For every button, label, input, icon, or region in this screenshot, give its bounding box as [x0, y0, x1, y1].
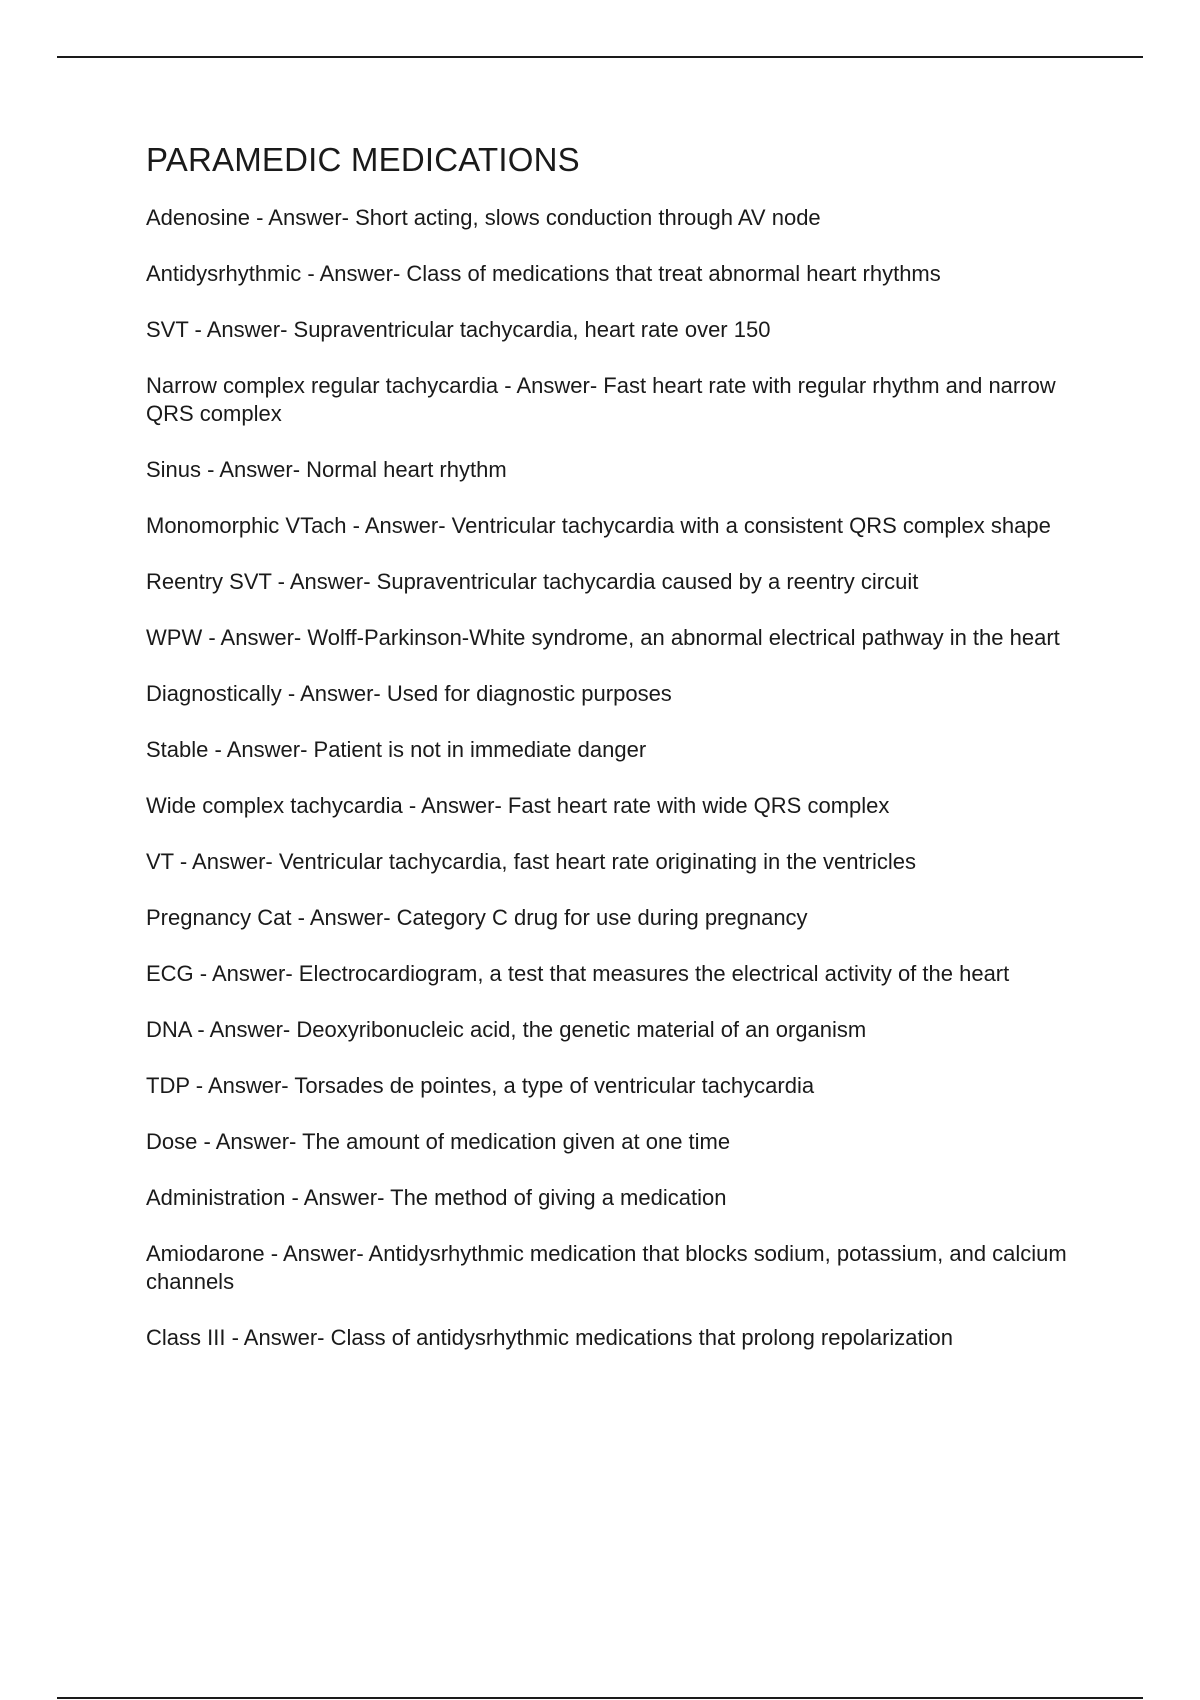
- list-item: Pregnancy Cat - Answer- Category C drug for use during pregnancy: [146, 904, 808, 930]
- list-item: WPW - Answer- Wolff-Parkinson-White syndrome, an abnormal electrical pathway in the heart: [146, 624, 1060, 650]
- list-item: Adenosine - Answer- Short acting, slows conduction through AV node: [146, 204, 821, 230]
- list-item: Monomorphic VTach - Answer- Ventricular tachycardia with a consistent QRS complex shape: [146, 512, 1051, 538]
- list-item: Reentry SVT - Answer- Supraventricular tachycardia caused by a reentry circuit: [146, 568, 919, 594]
- list-item: Amiodarone - Answer- Antidysrhythmic medication that blocks sodium, potassium, and calcium channels: [146, 1240, 1067, 1294]
- list-item: ECG - Answer- Electrocardiogram, a test that measures the electrical activity of the heart: [146, 960, 1010, 986]
- list-item: Stable - Answer- Patient is not in immediate danger: [146, 736, 647, 762]
- list-item: Sinus - Answer- Normal heart rhythm: [146, 456, 507, 482]
- list-item: TDP - Answer- Torsades de pointes, a type of ventricular tachycardia: [146, 1072, 815, 1098]
- document-page: [146, 140, 1086, 1380]
- page-title: PARAMEDIC MEDICATIONS: [146, 141, 580, 178]
- entry-list: [146, 204, 1086, 1352]
- list-item: SVT - Answer- Supraventricular tachycardia, heart rate over 150: [146, 316, 771, 342]
- list-item: Administration - Answer- The method of giving a medication: [146, 1184, 727, 1210]
- list-item: Antidysrhythmic - Answer- Class of medications that treat abnormal heart rhythms: [146, 260, 941, 286]
- list-item: Narrow complex regular tachycardia - Answer- Fast heart rate with regular rhythm and narrow QRS complex: [146, 372, 1056, 426]
- top-divider: [57, 56, 1143, 58]
- list-item: DNA - Answer- Deoxyribonucleic acid, the genetic material of an organism: [146, 1016, 867, 1042]
- list-item: Dose - Answer- The amount of medication given at one time: [146, 1128, 731, 1154]
- list-item: Diagnostically - Answer- Used for diagnostic purposes: [146, 680, 672, 706]
- list-item: VT - Answer- Ventricular tachycardia, fast heart rate originating in the ventricles: [146, 848, 916, 874]
- list-item: Class III - Answer- Class of antidysrhythmic medications that prolong repolarization: [146, 1324, 954, 1350]
- bottom-divider: [57, 1697, 1143, 1699]
- list-item: Wide complex tachycardia - Answer- Fast heart rate with wide QRS complex: [146, 792, 890, 818]
